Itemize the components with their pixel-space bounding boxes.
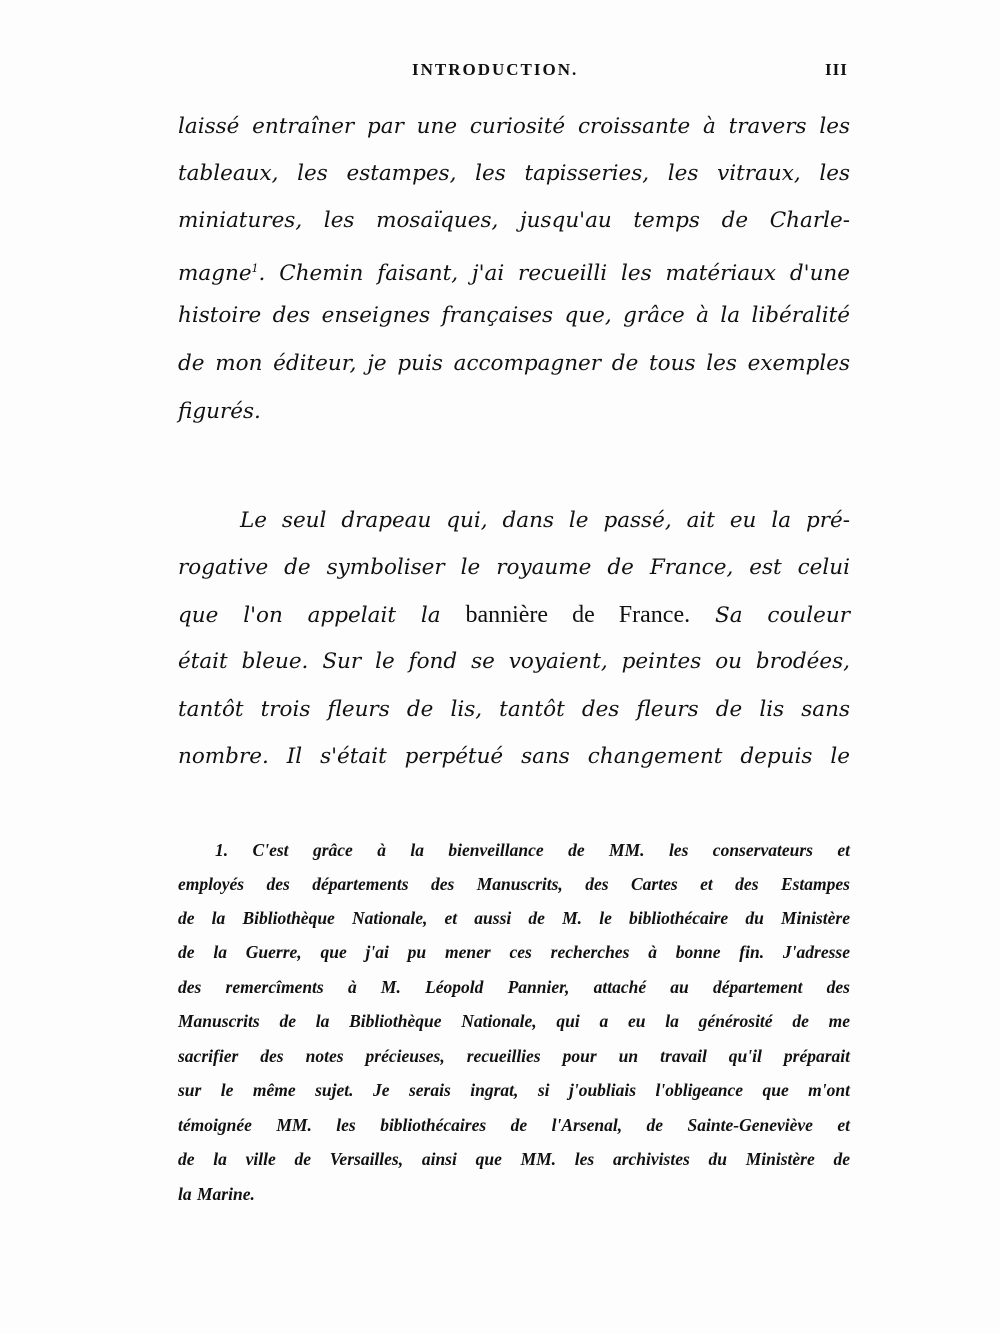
text-segment: Sa couleur <box>715 603 850 628</box>
text-line: tableaux, les estampes, les tapisseries, les vitraux, les <box>178 161 850 186</box>
text-line: figurés. <box>178 399 261 424</box>
footnote-line: la Marine. <box>178 1184 255 1204</box>
footnote-line: 1. C'est grâce à la bienveillance de MM. les conservateurs et <box>215 840 850 860</box>
text-line: de mon éditeur, je puis accompagner de tous les exemples <box>178 351 850 376</box>
text-line: rogative de symboliser le royaume de France, est celui <box>178 555 850 580</box>
text-line: tantôt trois fleurs de lis, tantôt des fleurs de lis sans <box>178 697 850 722</box>
text-line <box>178 254 850 287</box>
footnote-line: de la ville de Versailles, ainsi que MM. les archivistes du Ministère de <box>178 1149 850 1169</box>
footnote-line: employés des départements des Manuscrits, des Cartes et des Estampes <box>178 874 850 894</box>
page-number: III <box>825 60 848 79</box>
text-line: Le seul drapeau qui, dans le passé, ait eu la pré- <box>240 508 850 533</box>
text-segment: . Chemin faisant, j'ai recueilli les matériaux d'une <box>258 261 850 287</box>
text-line: histoire des enseignes françaises que, grâce à la libéralité <box>178 303 850 328</box>
text-line: miniatures, les mosaïques, jusqu'au temps de Charle- <box>178 208 850 233</box>
footnote-line: de la Guerre, que j'ai pu mener ces recherches à bonne fin. J'adresse <box>178 942 850 962</box>
text-line: nombre. Il s'était perpétué sans changement depuis le <box>178 744 850 769</box>
text-segment: que l'on appelait la <box>178 603 441 628</box>
footnote-line: des remercîments à M. Léopold Pannier, attaché au département des <box>178 977 850 997</box>
text-segment-roman: bannière de France. <box>465 602 691 628</box>
running-header: INTRODUCTION. <box>412 60 579 79</box>
text-line: laissé entraîner par une curiosité croissante à travers les <box>178 114 850 139</box>
footnote-reference: 1 <box>251 262 259 275</box>
footnote-line: Manuscrits de la Bibliothèque Nationale, qui a eu la générosité de me <box>178 1011 850 1031</box>
footnote-line: sacrifier des notes précieuses, recueillies pour un travail qu'il préparait <box>178 1046 850 1066</box>
footnote-line: sur le même sujet. Je serais ingrat, si j'oubliais l'obligeance que m'ont <box>178 1080 850 1100</box>
footnote-line: de la Bibliothèque Nationale, et aussi de M. le bibliothécaire du Ministère <box>178 908 850 928</box>
text-line <box>178 600 850 630</box>
text-segment: magne <box>178 261 252 287</box>
text-line: était bleue. Sur le fond se voyaient, peintes ou brodées, <box>178 649 850 674</box>
footnote-line: témoignée MM. les bibliothécaires de l'Arsenal, de Sainte-Geneviève et <box>178 1115 850 1135</box>
